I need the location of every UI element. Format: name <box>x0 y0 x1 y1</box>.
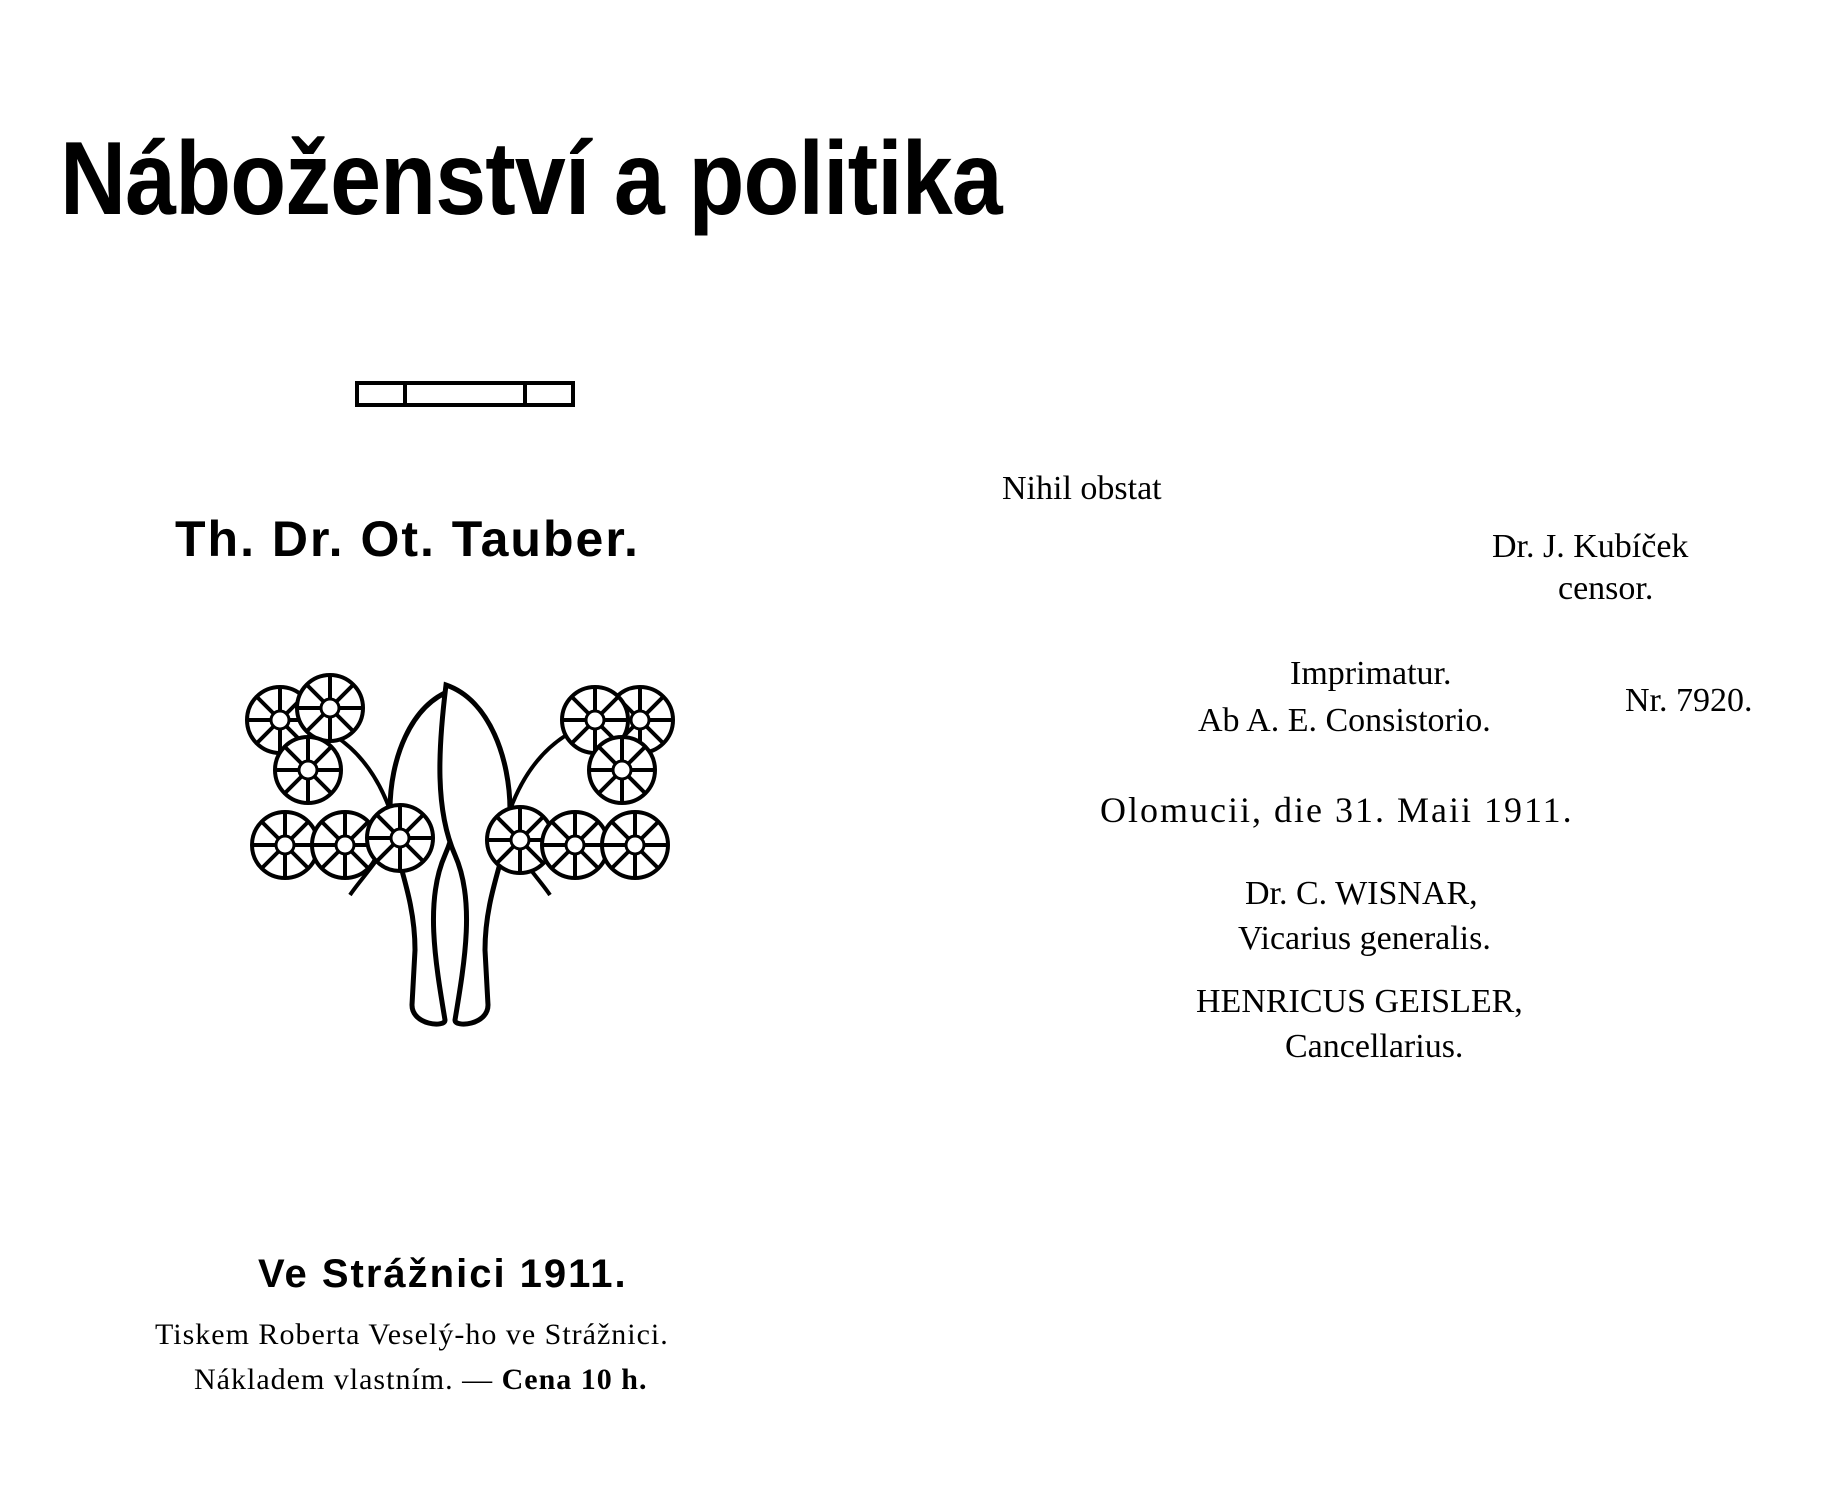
chancellor-role: Cancellarius. <box>1285 1028 1464 1065</box>
publisher-line <box>194 1363 647 1397</box>
vicar-name: Dr. C. WISNAR, <box>1245 875 1478 912</box>
registry-number: Nr. 7920. <box>1625 682 1753 719</box>
printer-line: Tiskem Roberta Veselý-ho ve Strážnici. <box>155 1318 669 1351</box>
imprint-place-year: Ve Strážnici 1911. <box>258 1252 628 1296</box>
nihil-obstat: Nihil obstat <box>1002 470 1162 507</box>
publisher-text: Nákladem vlastním. — <box>194 1363 502 1396</box>
censor-name: Dr. J. Kubíček <box>1492 528 1689 565</box>
censor-role: censor. <box>1558 570 1654 607</box>
price: Cena 10 h. <box>501 1363 648 1396</box>
title-divider <box>355 380 575 408</box>
chancellor-name: HENRICUS GEISLER, <box>1196 983 1523 1020</box>
floral-ornament-icon <box>240 660 680 1030</box>
consistorio: Ab A. E. Consistorio. <box>1198 702 1491 739</box>
author-name: Th. Dr. Ot. Tauber. <box>175 511 640 567</box>
vicar-role: Vicarius generalis. <box>1238 920 1491 957</box>
book-title: Náboženství a politika <box>60 121 1002 237</box>
date-line: Olomucii, die 31. Maii 1911. <box>1100 790 1574 830</box>
imprimatur: Imprimatur. <box>1290 655 1452 692</box>
